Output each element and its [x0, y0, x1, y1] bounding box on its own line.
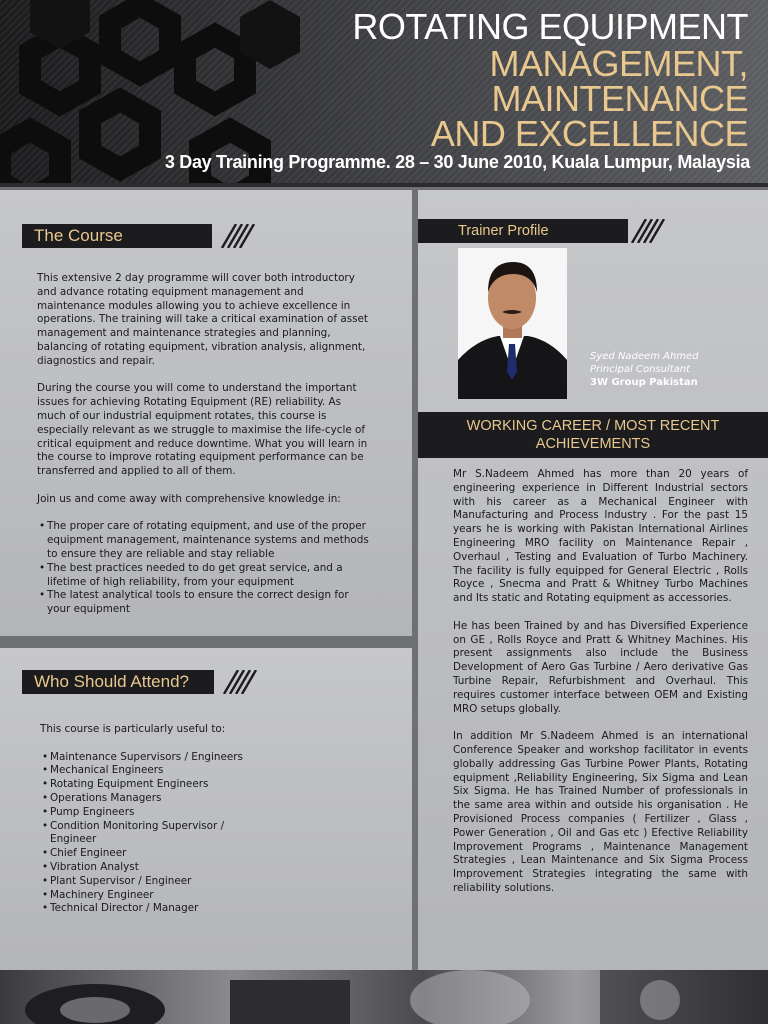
attend-heading: Who Should Attend? — [34, 672, 190, 691]
career-body — [453, 468, 748, 910]
course-bullet-list — [37, 520, 372, 617]
list-item: • The latest analytical tools to ensure the correct design for your equipment — [37, 589, 372, 617]
list-item: • Plant Supervisor / Engineer — [40, 875, 270, 889]
slash-decoration-icon — [216, 670, 260, 694]
list-item: • The proper care of rotating equipment, and use of the proper equipment management, maintenance systems and methods to ensure they are reliable and stay reliable — [37, 520, 372, 561]
list-item: • Operations Managers — [40, 792, 270, 806]
career-heading-line-2: ACHIEVEMENTS — [535, 436, 651, 452]
subtitle: 3 Day Training Programme. 28 – 30 June 2010, Kuala Lumpur, Malaysia — [164, 152, 750, 172]
footer-machinery-image — [0, 970, 768, 1024]
career-paragraph: Mr S.Nadeem Ahmed has more than 20 years of engineering experience in Different Industrial sectors with his career as a Mechanical Engineer with Manufacturing and Process Industry . For the past 15 years he is working with Pakistan International Airlines Engineering MRO facility on Maintenance Repair , Overhaul , Testing and Evaluation of Turbo Machinery. The facility is fully equipped for General Electric , Rolls Royce , Snecma and Pratt & Whitney Turbo Machines and Its static and Rotating equipment as accessories. — [453, 468, 748, 605]
career-paragraph: He has been Trained by and has Diversified Experience on GE , Rolls Royce and Pratt & Whitney Machines. His present assignments also include the Business Development of Aero Gas Turbine / Aero derivative Gas Turbine Repair, Refurbishment and Overhaul. This requires customer interface between OEM and Existing MRO setups globally. — [453, 619, 748, 715]
list-item: • Mechanical Engineers — [40, 764, 270, 778]
list-item: • Technical Director / Manager — [40, 902, 270, 916]
course-heading: The Course — [34, 226, 123, 245]
trainer-name: Syed Nadeem Ahmed — [590, 351, 699, 362]
title-line-1: ROTATING EQUIPMENT — [352, 6, 748, 47]
title-line-4: AND EXCELLENCE — [430, 113, 748, 154]
slash-decoration-icon — [214, 224, 258, 248]
title-line-3: MAINTENANCE — [491, 78, 748, 119]
course-paragraph: Join us and come away with comprehensive knowledge in: — [37, 492, 341, 505]
trainer-heading-bar — [418, 219, 628, 243]
header-divider — [0, 183, 768, 187]
course-body — [37, 272, 372, 617]
course-heading-bar — [22, 224, 212, 248]
trainer-role: Principal Consultant — [590, 364, 691, 375]
list-item: • Condition Monitoring Supervisor / Engineer — [40, 820, 270, 848]
career-heading-line-1: WORKING CAREER / MOST RECENT — [466, 418, 720, 434]
attend-list — [40, 751, 270, 917]
list-item: • The best practices needed to do get great service, and a lifetime of high reliability, from your equipment — [37, 562, 372, 590]
title-block — [352, 6, 748, 154]
trainer-heading: Trainer Profile — [458, 223, 549, 239]
attend-body — [40, 723, 270, 916]
attend-heading-bar — [22, 670, 214, 694]
trainer-info — [590, 350, 699, 389]
list-item: • Rotating Equipment Engineers — [40, 778, 270, 792]
course-paragraph: This extensive 2 day programme will cover both introductory and advance rotating equipment management and maintenance modules allowing you to achieve excellence in operations. The training will take a critical examination of asset management and maintenance strategies and planning, balancing of rotating equipment, vibration analysis, alignment, diagnostics and repair. — [37, 272, 368, 367]
attend-intro: This course is particularly useful to: — [40, 723, 226, 735]
trainer-photo — [458, 248, 567, 399]
header-banner — [0, 0, 768, 183]
title-line-2: MANAGEMENT, — [489, 43, 748, 84]
course-paragraph: During the course you will come to understand the important issues for achieving Rotating Equipment (RE) reliability. As much of our industrial equipment rotates, this course is especially relevant as we struggle to maximise the life-cycle of critical equipment and reduce downtime. What you will learn in the course to improve rotating equipment performance can be transferred and applied to all of them. — [37, 382, 368, 478]
career-paragraph: In addition Mr S.Nadeem Ahmed is an international Conference Speaker and workshop facilitator in events globally addressing Gas Turbine Power Plants, Rotating equipment ,Reliability Engineering, Six Sigma and Lean Six Sigma. He has Trained Number of professionals in the same area within and outside his organisation . He Provisioned Process companies ( Fertilizer , Glass , Power Generation , Oil and Gas etc ) Efective Reliability Improvement Programs , Maintenance Management Strategies , Lean Maintenance and Six Sigma Process Improvement Strategies integrating the same with reliability solutions. — [453, 730, 748, 894]
list-item: • Machinery Engineer — [40, 889, 270, 903]
trainer-organization: 3W Group Pakistan — [590, 377, 698, 388]
list-item: • Maintenance Supervisors / Engineers — [40, 751, 270, 765]
career-heading-bar — [418, 412, 768, 458]
list-item: • Pump Engineers — [40, 806, 270, 820]
list-item: • Chief Engineer — [40, 847, 270, 861]
list-item: • Vibration Analyst — [40, 861, 270, 875]
slash-decoration-icon — [628, 219, 672, 243]
